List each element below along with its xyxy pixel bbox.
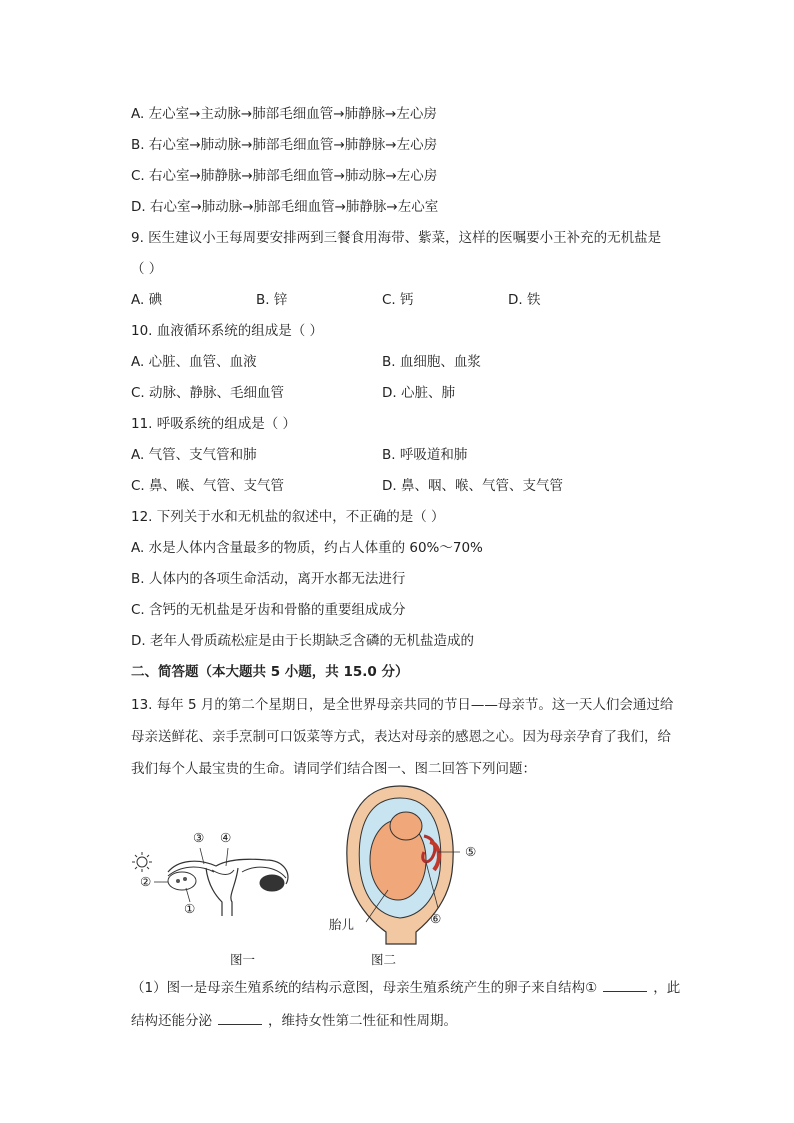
q12-option-c: C. 含钙的无机盐是牙齿和骨骼的重要组成成分	[131, 602, 406, 618]
figure-1-uterus-diagram	[126, 830, 306, 920]
q13-sub1-text-c: 结构还能分泌	[131, 1013, 212, 1029]
q12-option-d: D. 老年人骨质疏松症是由于长期缺乏含磷的无机盐造成的	[131, 633, 474, 649]
q11-stem: 11. 呼吸系统的组成是（ ）	[131, 416, 297, 432]
q12-option-b: B. 人体内的各项生命活动，离开水都无法进行	[131, 571, 406, 587]
q10-stem: 10. 血液循环系统的组成是（ ）	[131, 323, 324, 339]
figure-1-caption: 图一	[230, 952, 256, 967]
q9-stem: 9. 医生建议小王每周要安排两到三餐食用海带、紫菜，这样的医嘱要小王补充的无机盐是	[131, 230, 662, 246]
q9-option-d: D. 铁	[508, 292, 541, 308]
fig1-label-1: ①	[184, 901, 196, 916]
fig2-label-fetus: 胎儿	[329, 917, 355, 932]
q10-option-d: D. 心脏、肺	[382, 385, 455, 401]
q8-option-b: B. 右心室→肺动脉→肺部毛细血管→肺静脉→左心房	[131, 137, 438, 153]
q13-line3: 我们每个人最宝贵的生命。请同学们结合图一、图二回答下列问题：	[131, 761, 536, 777]
q12-stem: 12. 下列关于水和无机盐的叙述中，不正确的是（ ）	[131, 509, 445, 525]
left-ovary	[168, 872, 196, 890]
q8-option-a: A. 左心室→主动脉→肺部毛细血管→肺静脉→左心房	[131, 106, 437, 122]
figure-2-fetus-diagram	[340, 782, 460, 947]
answer-blank-1[interactable]	[603, 978, 647, 992]
q8-option-d: D. 右心室→肺动脉→肺部毛细血管→肺静脉→左心室	[131, 199, 439, 215]
figure-2-caption: 图二	[371, 952, 397, 967]
q9-option-b: B. 锌	[256, 292, 288, 308]
q13-line2: 母亲送鲜花、亲手烹制可口饭菜等方式，表达对母亲的感恩之心。因为母亲孕育了我们，给	[131, 729, 671, 745]
q11-option-c: C. 鼻、喉、气管、支气管	[131, 478, 285, 494]
q10-option-b: B. 血细胞、血浆	[382, 354, 481, 370]
fig2-label-6: ⑥	[430, 911, 442, 926]
q8-option-c: C. 右心室→肺静脉→肺部毛细血管→肺动脉→左心房	[131, 168, 438, 184]
q13-sub1-text-b: ，此	[653, 980, 681, 996]
q9-option-a: A. 碘	[131, 292, 163, 308]
fig1-label-3: ③	[193, 830, 205, 845]
answer-blank-2[interactable]	[218, 1011, 262, 1025]
q11-option-a: A. 气管、支气管和肺	[131, 447, 257, 463]
sun-icon	[132, 852, 152, 872]
q13-sub1-line2	[131, 1011, 457, 1030]
q13-sub1-text-a: （1）图一是母亲生殖系统的结构示意图，母亲生殖系统产生的卵子来自结构①	[131, 980, 598, 996]
fig2-label-5: ⑤	[465, 844, 477, 859]
section-heading: 二、简答题（本大题共 5 小题，共 15.0 分）	[131, 664, 409, 680]
q13-sub1-line1	[131, 978, 680, 997]
q12-option-a: A. 水是人体内含量最多的物质，约占人体重的 60%～70%	[131, 540, 483, 556]
q11-option-b: B. 呼吸道和肺	[382, 447, 468, 463]
fig1-label-4: ④	[220, 830, 232, 845]
fig1-label-2: ②	[140, 874, 152, 889]
q10-option-a: A. 心脏、血管、血液	[131, 354, 257, 370]
q10-option-c: C. 动脉、静脉、毛细血管	[131, 385, 285, 401]
q9-paren: （ ）	[131, 261, 163, 277]
q13-sub1-text-d: ，维持女性第二性征和性周期。	[268, 1013, 457, 1029]
q11-option-d: D. 鼻、咽、喉、气管、支气管	[382, 478, 563, 494]
uterus	[206, 868, 238, 916]
q9-option-c: C. 钙	[382, 292, 414, 308]
q13-line1: 13. 每年 5 月的第二个星期日，是全世界母亲共同的节日——母亲节。这一天人们会通过给	[131, 697, 674, 713]
right-ovary	[260, 875, 284, 891]
